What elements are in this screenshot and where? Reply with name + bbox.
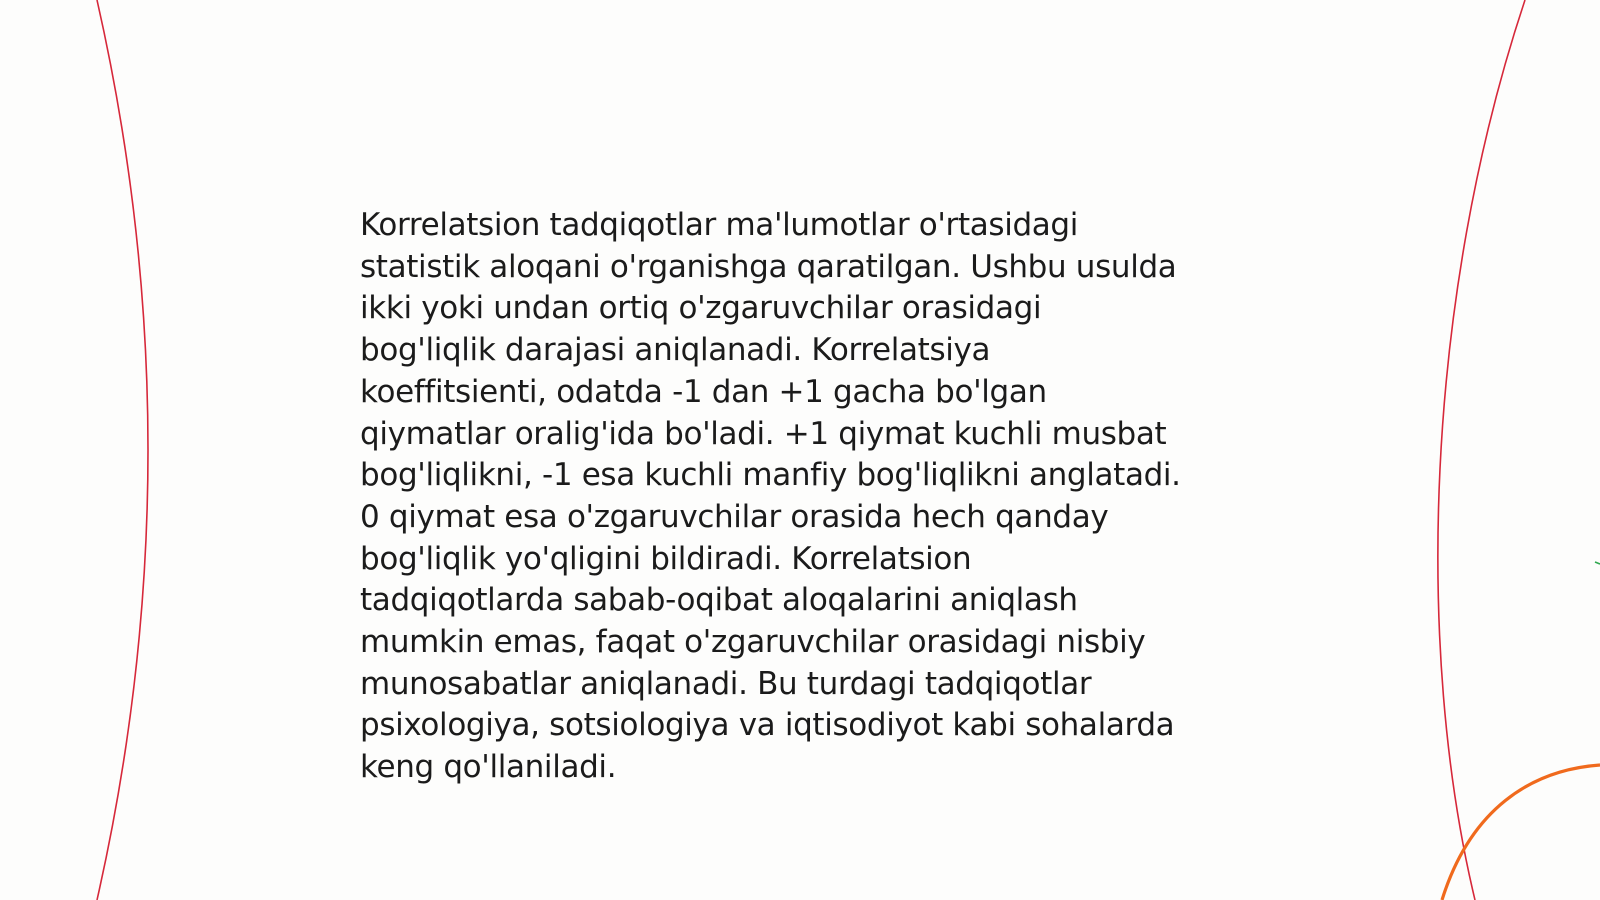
right-orange-arc [1442,765,1600,900]
paragraph-line: 0 qiymat esa o'zgaruvchilar orasida hech qanday [360,498,1109,535]
paragraph-line: koeffitsienti, odatda -1 dan +1 gacha bo'lgan [360,373,1047,410]
green-tick-mark [1595,562,1600,564]
paragraph-line: bog'liqlik darajasi aniqlanadi. Korrelatsiya [360,332,991,369]
paragraph-line: tadqiqotlarda sabab-oqibat aloqalarini aniqlash [360,582,1078,619]
paragraph-line: mumkin emas, faqat o'zgaruvchilar orasidagi nisbiy [360,624,1146,661]
left-red-arc [97,0,148,900]
paragraph-line: qiymatlar oralig'ida bo'ladi. +1 qiymat kuchli musbat [360,415,1167,452]
paragraph-line: keng qo'llaniladi. [360,749,617,786]
paragraph [360,205,1260,789]
paragraph-line: statistik aloqani o'rganishga qaratilgan. Ushbu usulda [360,248,1177,285]
paragraph-line: Korrelatsion tadqiqotlar ma'lumotlar o'rtasidagi [360,207,1079,243]
paragraph-line: psixologiya, sotsiologiya va iqtisodiyot kabi sohalarda [360,707,1175,744]
paragraph-line: munosabatlar aniqlanadi. Bu turdagi tadqiqotlar [360,665,1092,702]
paragraph-line: bog'liqlikni, -1 esa kuchli manfiy bog'liqlikni anglatadi. [360,457,1181,494]
right-red-arc [1438,0,1525,900]
paragraph-line: bog'liqlik yo'qligini bildiradi. Korrelatsion [360,540,972,577]
paragraph-line: ikki yoki undan ortiq o'zgaruvchilar orasidagi [360,290,1042,327]
